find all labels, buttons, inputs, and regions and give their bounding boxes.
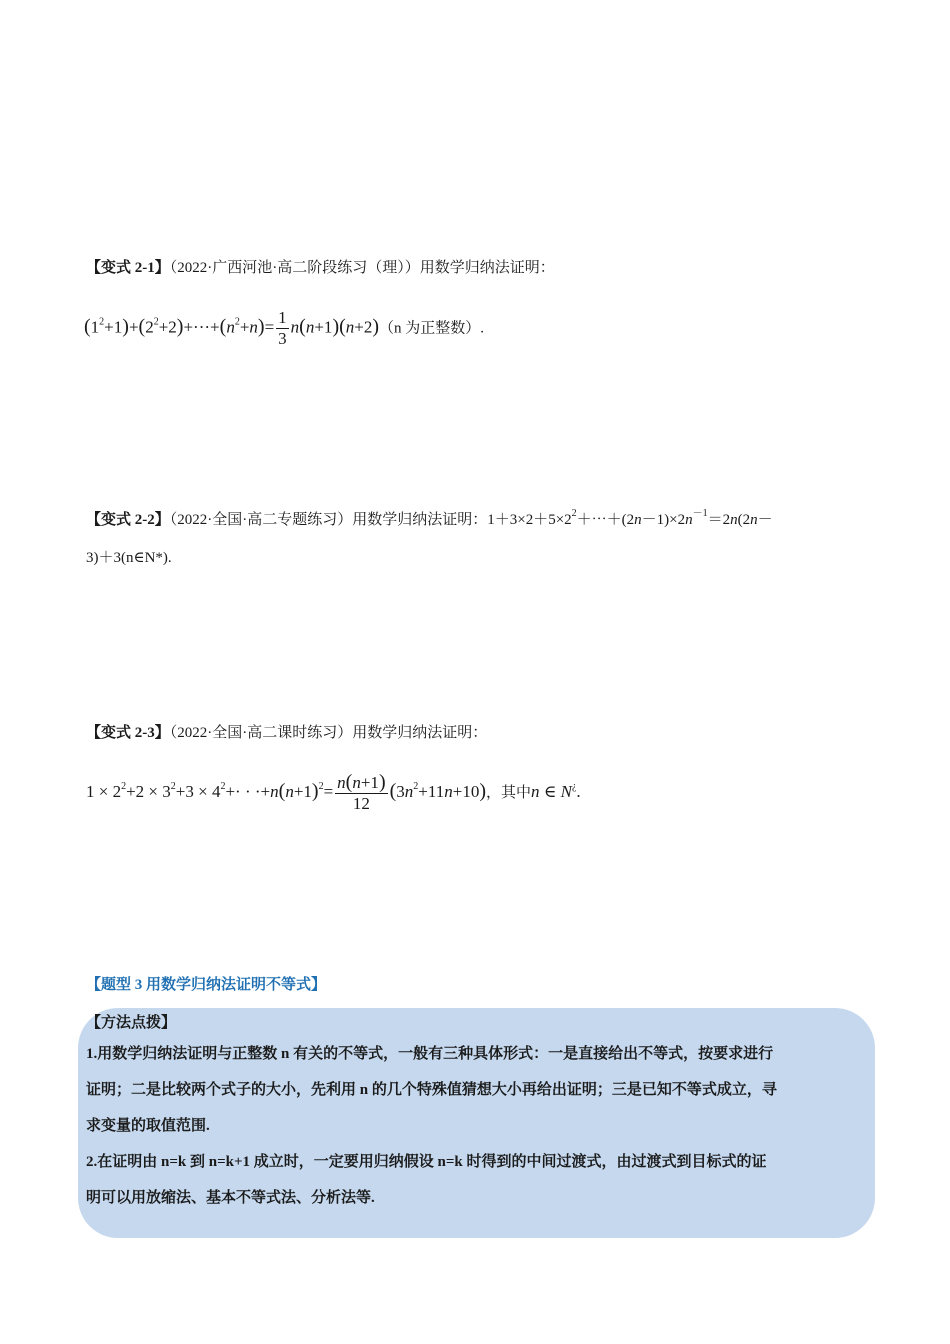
variant-2-2-line2: 3)＋3(n∈N*). — [86, 550, 172, 566]
variant-2-3-tail: ，其中 — [486, 784, 532, 801]
variant-2-1-note: （n 为正整数）. — [379, 320, 485, 337]
method-line: 明可以用放缩法、基本不等式法、分析法等. — [86, 1190, 375, 1206]
variant-2-3-source: （2022·全国·高二课时练习）用数学归纳法证明： — [169, 725, 488, 741]
variant-2-1-formula: $(1^2+1)+(2^2+2)+\cdot\cdot\cdot+(n^2+n)=$ $\frac{1}{3}$ n(n+1)(n+2)（n 为正整数）. — [84, 308, 485, 348]
method-title: 【方法点拨】 — [86, 1015, 177, 1031]
variant-2-2-header — [86, 510, 773, 530]
variant-2-2-formula: $1+3\times 2+5\times 2^2+\cdots+(2n-1)\times 2n^{-1}=2n(2n-$ — [487, 508, 773, 528]
variant-2-3-label: 【变式 2-3】 — [86, 725, 170, 741]
topic-3-heading: 【题型 3 用数学归纳法证明不等式】 — [86, 977, 327, 993]
variant-2-3-header — [86, 723, 487, 743]
method-content — [86, 1036, 866, 1216]
variant-2-2-source: （2022·全国·高二专题练习）用数学归纳法证明： — [169, 512, 488, 528]
variant-2-1-source: （2022·广西河池·高二阶段练习（理））用数学归纳法证明： — [169, 260, 555, 276]
variant-2-2-label: 【变式 2-2】 — [86, 512, 170, 528]
variant-2-3-formula: $1 \times 2^2+2 \times 3^2+3 \times 4^2+\cdot \cdot \cdot+n(n+1)^2=$ $\frac{n(n+1)}{12}$ $(3n^2+11n+10)$，其中n ∈ N¿. — [86, 771, 581, 813]
method-line: 1.用数学归纳法证明与正整数 n 有关的不等式，一般有三种具体形式：一是直接给出不等式，按要求进行 — [86, 1046, 774, 1062]
variant-2-1-label: 【变式 2-1】 — [86, 260, 170, 276]
variant-2-1-header — [86, 258, 555, 278]
method-line: 2.在证明由 n=k 到 n=k+1 成立时，一定要用归纳假设 n=k 时得到的中间过渡式，由过渡式到目标式的证 — [86, 1154, 767, 1170]
method-line: 求变量的取值范围. — [86, 1118, 210, 1134]
method-line: 证明；二是比较两个式子的大小，先利用 n 的几个特殊值猜想大小再给出证明；三是已知不等式成立，寻 — [86, 1082, 777, 1098]
